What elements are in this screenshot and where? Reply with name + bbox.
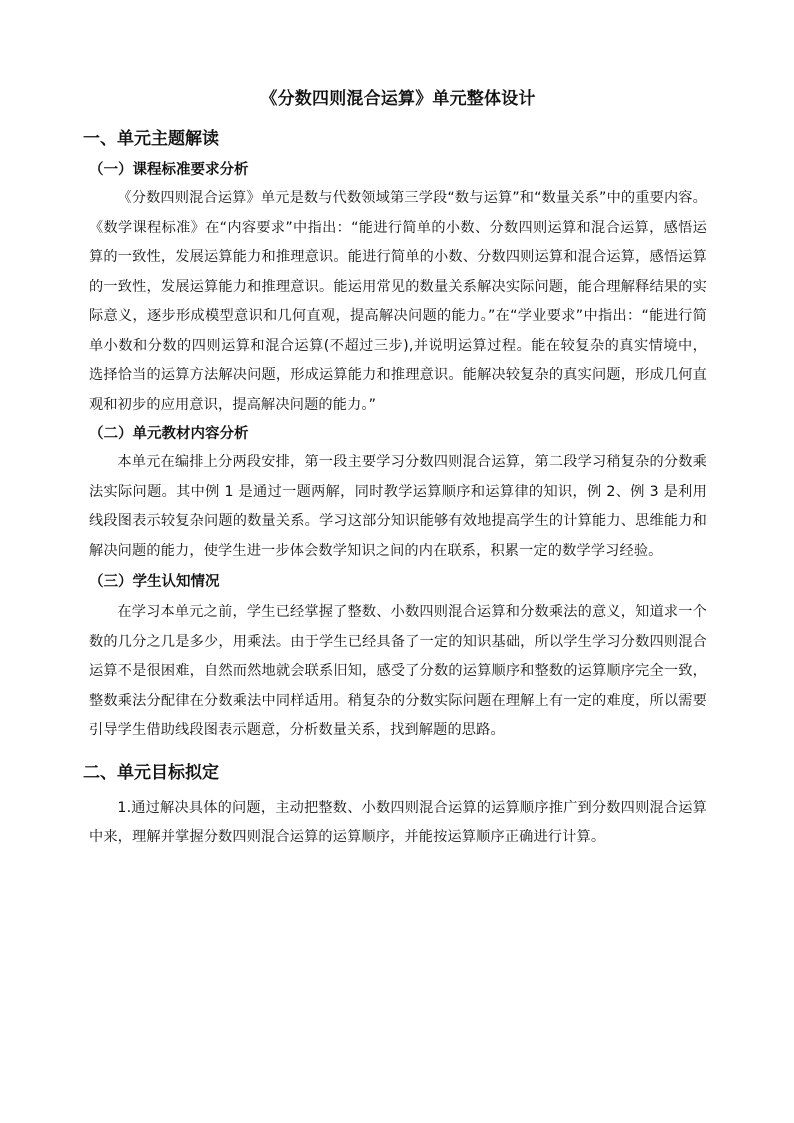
section-heading-unit-goals: 二、单元目标拟定 bbox=[83, 762, 219, 783]
document-content bbox=[83, 86, 707, 853]
section-heading-unit-theme: 一、单元主题解读 bbox=[83, 129, 219, 149]
document-title: 《分数四则混合运算》单元整体设计 bbox=[260, 89, 536, 109]
subsection-heading-student-cognition: （三）学生认知情况 bbox=[89, 574, 220, 590]
paragraph-student-cognition: 在学习本单元之前，学生已经掌握了整数、小数四则混合运算和分数乘法的意义，知道求一个数的几分之几是多少，用乘法。由于学生已经具备了一定的知识基础，所以学生学习分数四则混合运算不是很困难，自然而然地就会联系旧知，感受了分数的运算顺序和整数的运算顺序完全一致，整数乘法分配律在分数乘法中同样适用。稍复杂的分数实际问题在理解上有一定的难度，所以需要引导学生借助线段图表示题意，分析数量关系，找到解题的思路。 bbox=[89, 604, 707, 738]
paragraph-textbook-content: 本单元在编排上分两段安排，第一段主要学习分数四则混合运算，第二段学习稍复杂的分数乘法实际问题。其中例 1 是通过一题两解，同时教学运算顺序和运算律的知识，例 2、例 3 是利用线段图表示较复杂问题的数量关系。学习这部分知识能够有效地提高学生的计算能力、思维能力和解决问题的能力，使学生进一步体会数学知识之间的内在联系，积累一定的数学学习经验。 bbox=[89, 454, 707, 559]
paragraph-curriculum-standard: 《分数四则混合运算》单元是数与代数领域第三学段“数与运算”和“数量关系”中的重要内容。《数学课程标准》在“内容要求”中指出：“能进行简单的小数、分数四则运算和混合运算，感悟运算的一致性，发展运算能力和推理意识。能进行简单的小数、分数四则运算和混合运算，感悟运算的一致性，发展运算能力和推理意识。能运用常见的数量关系解决实际问题，能合理解释结果的实际意义，逐步形成模型意识和几何直观，提高解决问题的能力。”在“学业要求”中指出：“能进行简单小数和分数的四则运算和混合运算(不超过三步),并说明运算过程。能在较复杂的真实情境中，选择恰当的运算方法解决问题，形成运算能力和推理意识。能解决较复杂的真实问题，形成几何直观和初步的应用意识，提高解决问题的能力。” bbox=[89, 190, 707, 413]
subsection-heading-textbook-content: （二）单元教材内容分析 bbox=[89, 426, 249, 442]
paragraph-goal-1: 1.通过解决具体的问题，主动把整数、小数四则混合运算的运算顺序推广到分数四则混合运算中来，理解并掌握分数四则混合运算的运算顺序，并能按运算顺序正确进行计算。 bbox=[89, 799, 707, 845]
subsection-heading-curriculum-standard: （一）课程标准要求分析 bbox=[89, 162, 249, 178]
